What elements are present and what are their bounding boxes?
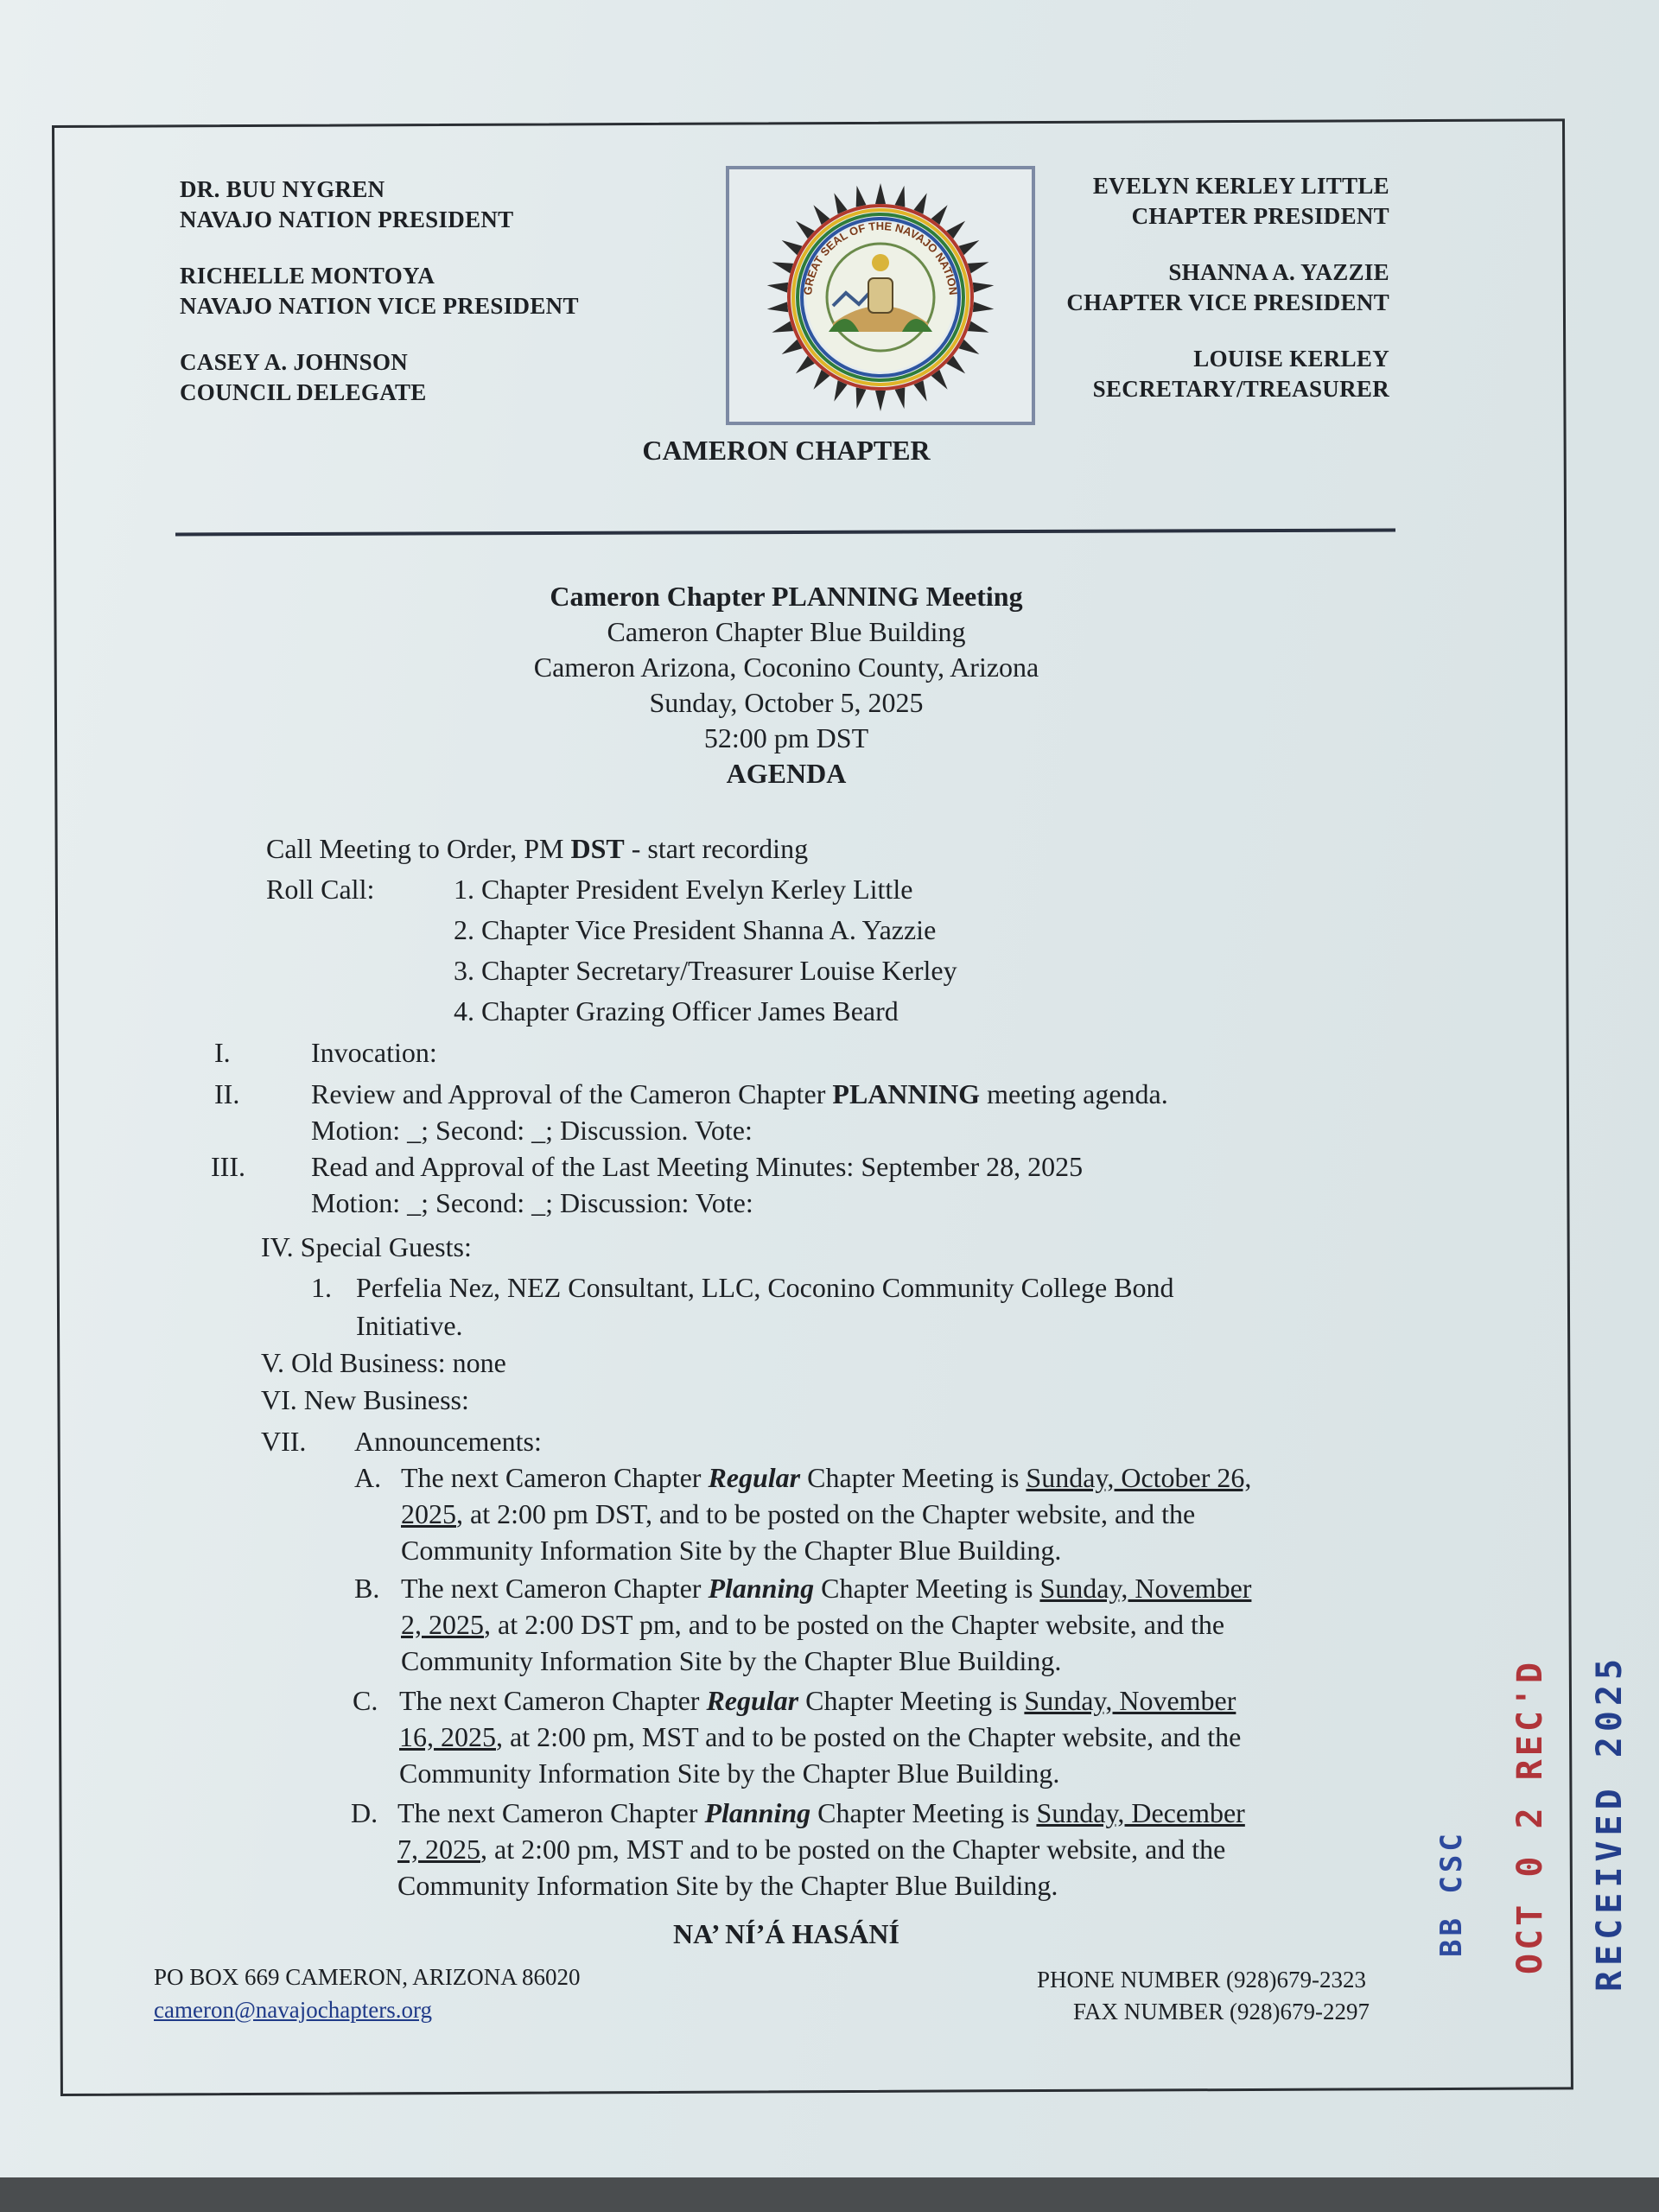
agenda-num: III. — [211, 1151, 245, 1182]
footer-fax: FAX NUMBER (928)679-2297 — [1073, 1999, 1370, 2024]
announcement-b-cont: 2, 2025, at 2:00 DST pm, and to be posted on the Chapter website, and the — [401, 1609, 1225, 1640]
agenda-item-invocation: Invocation: — [311, 1037, 437, 1068]
svg-text:GREAT SEAL OF THE NAVAJO NATIO: GREAT SEAL OF THE NAVAJO NATION — [801, 219, 960, 296]
agenda-heading: AGENDA — [726, 758, 847, 789]
guest-item-cont: Initiative. — [356, 1310, 463, 1341]
date-received-stamp: OCT 0 2 REC'D — [1510, 1658, 1550, 1974]
announcement-letter: A. — [354, 1462, 382, 1493]
roll-call-item: 4. Chapter Grazing Officer James Beard — [454, 995, 899, 1027]
agenda-num: 1. — [311, 1272, 332, 1303]
agenda-item-announcements: Announcements: — [354, 1426, 542, 1457]
official-title: COUNCIL DELEGATE — [180, 379, 427, 405]
announcement-a-cont: Community Information Site by the Chapter Blue Building. — [401, 1535, 1062, 1566]
agenda-item-special-guests: IV. Special Guests: — [261, 1231, 472, 1262]
footer-email-link[interactable]: cameron@navajochapters.org — [154, 1997, 432, 2023]
announcement-letter: B. — [354, 1573, 380, 1604]
footer-phone: PHONE NUMBER (928)679-2323 — [1037, 1967, 1366, 1993]
meeting-time: 52:00 pm DST — [703, 722, 869, 753]
announcement-a-cont: 2025, at 2:00 pm DST, and to be posted on the Chapter website, and the — [401, 1498, 1196, 1529]
official-name: SHANNA A. YAZZIE — [1168, 259, 1389, 285]
official-title: NAVAJO NATION PRESIDENT — [180, 207, 514, 232]
initials-stamp: BB CSC — [1434, 1830, 1469, 1957]
official-name: DR. BUU NYGREN — [180, 176, 385, 202]
agenda-num: VII. — [261, 1426, 307, 1457]
agenda-num: II. — [214, 1078, 240, 1109]
officials-left — [180, 175, 579, 408]
seal-icon — [729, 169, 1032, 422]
closing-phrase: NA’ NÍ’Á HASÁNÍ — [673, 1918, 899, 1949]
announcement-d-cont: 7, 2025, at 2:00 pm, MST and to be posted on the Chapter website, and the — [397, 1834, 1226, 1865]
official-title: CHAPTER PRESIDENT — [1131, 203, 1389, 229]
official-title: NAVAJO NATION VICE PRESIDENT — [180, 293, 579, 319]
roll-call-item: 1. Chapter President Evelyn Kerley Little — [454, 874, 913, 905]
meeting-title: Cameron Chapter PLANNING Meeting — [550, 581, 1023, 612]
chapter-title: CAMERON CHAPTER — [642, 435, 931, 466]
roll-call-item: 2. Chapter Vice President Shanna A. Yazzie — [454, 914, 937, 945]
guest-item: Perfelia Nez, NEZ Consultant, LLC, Coconino Community College Bond — [356, 1272, 1174, 1303]
official-name: CASEY A. JOHNSON — [180, 349, 409, 375]
announcement-c-cont: Community Information Site by the Chapter Blue Building. — [399, 1758, 1060, 1789]
announcement-d: The next Cameron Chapter Planning Chapter Meeting is Sunday, December — [397, 1797, 1245, 1828]
navajo-seal-logo — [726, 166, 1035, 425]
agenda-item-new-business: VI. New Business: — [261, 1384, 469, 1415]
meeting-location: Cameron Chapter Blue Building — [607, 616, 966, 647]
announcement-b: The next Cameron Chapter Planning Chapter Meeting is Sunday, November — [401, 1573, 1252, 1604]
official-title: SECRETARY/TREASURER — [1092, 376, 1389, 402]
agenda-num: I. — [214, 1037, 231, 1068]
agenda-item-review: Review and Approval of the Cameron Chapter PLANNING meeting agenda. — [311, 1078, 1168, 1109]
agenda-item-minutes: Read and Approval of the Last Meeting Minutes: September 28, 2025 — [311, 1151, 1084, 1182]
official-name: RICHELLE MONTOYA — [180, 263, 435, 289]
officials-right — [1066, 171, 1389, 404]
call-to-order: Call Meeting to Order, PM DST - start recording — [266, 833, 809, 864]
motion-line: Motion: _; Second: _; Discussion: Vote: — [311, 1187, 753, 1218]
meeting-header — [380, 579, 1192, 791]
meeting-date: Sunday, October 5, 2025 — [649, 687, 924, 718]
motion-line: Motion: _; Second: _; Discussion. Vote: — [311, 1115, 753, 1146]
announcement-a: The next Cameron Chapter Regular Chapter Meeting is Sunday, October 26, — [401, 1462, 1252, 1493]
announcement-letter: C. — [353, 1685, 378, 1716]
announcement-letter: D. — [351, 1797, 378, 1828]
announcement-b-cont: Community Information Site by the Chapter Blue Building. — [401, 1645, 1062, 1676]
announcement-c: The next Cameron Chapter Regular Chapter Meeting is Sunday, November — [399, 1685, 1236, 1716]
official-name: EVELYN KERLEY LITTLE — [1092, 173, 1389, 199]
announcement-c-cont: 16, 2025, at 2:00 pm, MST and to be posted on the Chapter website, and the — [399, 1721, 1242, 1752]
roll-call-label: Roll Call: — [266, 874, 375, 905]
official-name: LOUISE KERLEY — [1193, 346, 1389, 372]
meeting-address: Cameron Arizona, Coconino County, Arizona — [533, 652, 1039, 683]
received-stamp: RECEIVED 2025 — [1590, 1653, 1630, 1992]
announcement-d-cont: Community Information Site by the Chapter Blue Building. — [397, 1870, 1058, 1901]
roll-call-item: 3. Chapter Secretary/Treasurer Louise Kerley — [454, 955, 957, 986]
agenda-item-old-business: V. Old Business: none — [261, 1347, 506, 1378]
official-title: CHAPTER VICE PRESIDENT — [1066, 289, 1389, 315]
footer-address: PO BOX 669 CAMERON, ARIZONA 86020 — [154, 1964, 581, 1990]
